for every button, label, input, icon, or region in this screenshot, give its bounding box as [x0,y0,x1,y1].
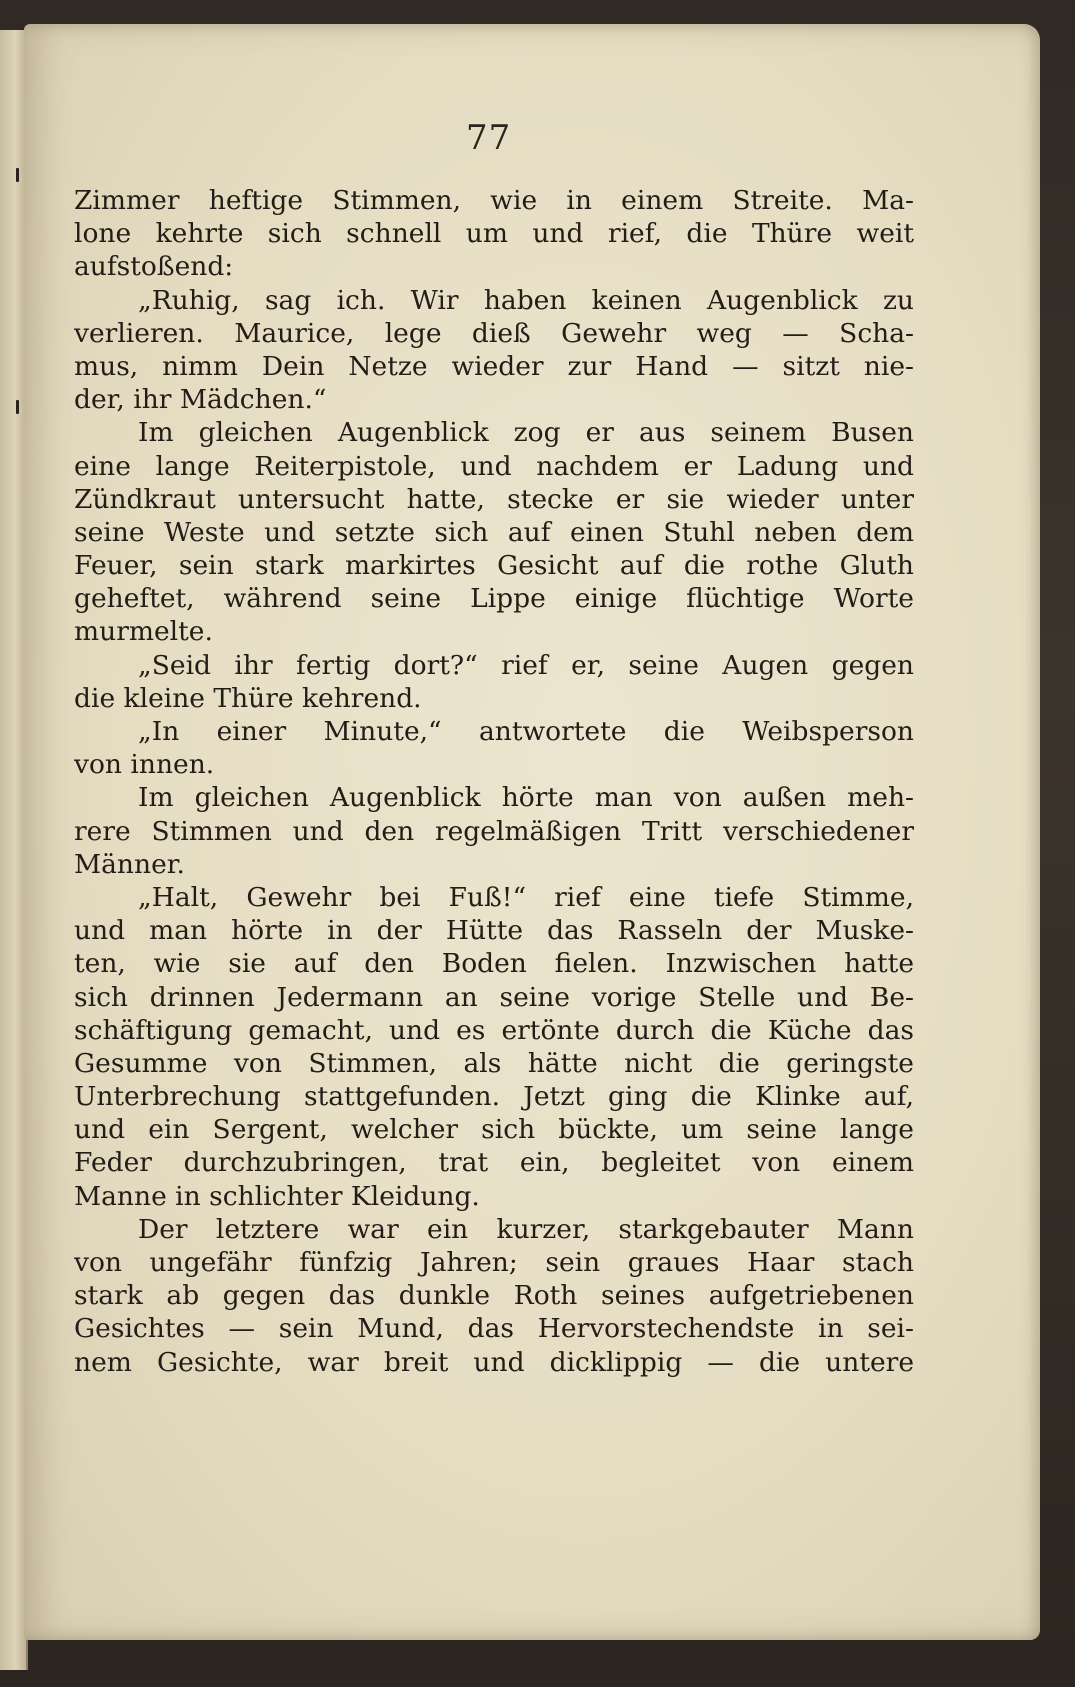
text-line: von innen. [74,749,215,781]
text-line: die kleine Thüre kehrend. [74,682,422,714]
text-line: eine lange Reiterpistole, und nachdem er Ladung und [74,450,914,482]
text-line: ten, wie sie auf den Boden fielen. Inzwischen hatte [74,948,914,980]
text-line: Gesumme von Stimmen, als hätte nicht die geringste [74,1047,914,1079]
text-line: „Ruhig, sag ich. Wir haben keinen Augenblick zu [138,284,914,316]
text-line: „Seid ihr fertig dort?“ rief er, seine Augen gegen [138,649,914,681]
text-line: Im gleichen Augenblick hörte man von außen meh- [138,782,914,814]
text-line: schäftigung gemacht, und es ertönte durch die Küche das [74,1014,914,1046]
text-line: Feder durchzubringen, trat ein, begleitet von einem [74,1147,914,1179]
text-line: Gesichtes — sein Mund, das Hervorstechendste in sei- [74,1313,914,1345]
text-line: sich drinnen Jedermann an seine vorige Stelle und Be- [74,981,914,1013]
text-line: stark ab gegen das dunkle Roth seines aufgetriebenen [74,1280,914,1312]
text-line: rere Stimmen und den regelmäßigen Tritt verschiedener [74,815,914,847]
text-line: seine Weste und setzte sich auf einen Stuhl neben dem [74,516,914,548]
text-line: und ein Sergent, welcher sich bückte, um seine lange [74,1114,914,1146]
page-number: 77 [466,118,512,158]
book-page [24,24,1040,1640]
text-line: verlieren. Maurice, lege dieß Gewehr weg — Scha- [74,317,914,349]
text-line: murmelte. [74,616,213,648]
text-line: Manne in schlichter Kleidung. [74,1180,480,1212]
text-line: lone kehrte sich schnell um und rief, die Thüre weit [74,218,914,250]
text-line: geheftet, während seine Lippe einige flüchtige Worte [74,583,914,615]
text-line: Unterbrechung stattgefunden. Jetzt ging die Klinke auf, [74,1081,914,1113]
text-line: Zündkraut untersucht hatte, stecke er sie wieder unter [74,483,914,515]
text-line: von ungefähr fünfzig Jahren; sein graues Haar stach [74,1247,914,1278]
text-line: nem Gesichte, war breit und dicklippig — die untere [74,1346,914,1378]
text-line: und man hörte in der Hütte das Rasseln der Muske- [74,915,914,947]
edge-mark [16,168,19,182]
body-text [74,184,914,1379]
text-line: Im gleichen Augenblick zog er aus seinem Busen [138,417,914,449]
text-line: „Halt, Gewehr bei Fuß!“ rief eine tiefe Stimme, [138,881,914,913]
text-line: aufstoßend: [74,251,234,283]
text-line: „In einer Minute,“ antwortete die Weibsperson [138,716,914,747]
text-line: mus, nimm Dein Netze wieder zur Hand — sitzt nie- [74,350,914,382]
text-line: Männer. [74,848,185,880]
text-line: Der letztere war ein kurzer, starkgebauter Mann [138,1213,914,1245]
text-line: Zimmer heftige Stimmen, wie in einem Streite. Ma- [74,185,914,216]
text-line: Feuer, sein stark markirtes Gesicht auf die rothe Gluth [74,550,914,582]
edge-mark [16,400,19,414]
text-line: der, ihr Mädchen.“ [74,384,327,416]
